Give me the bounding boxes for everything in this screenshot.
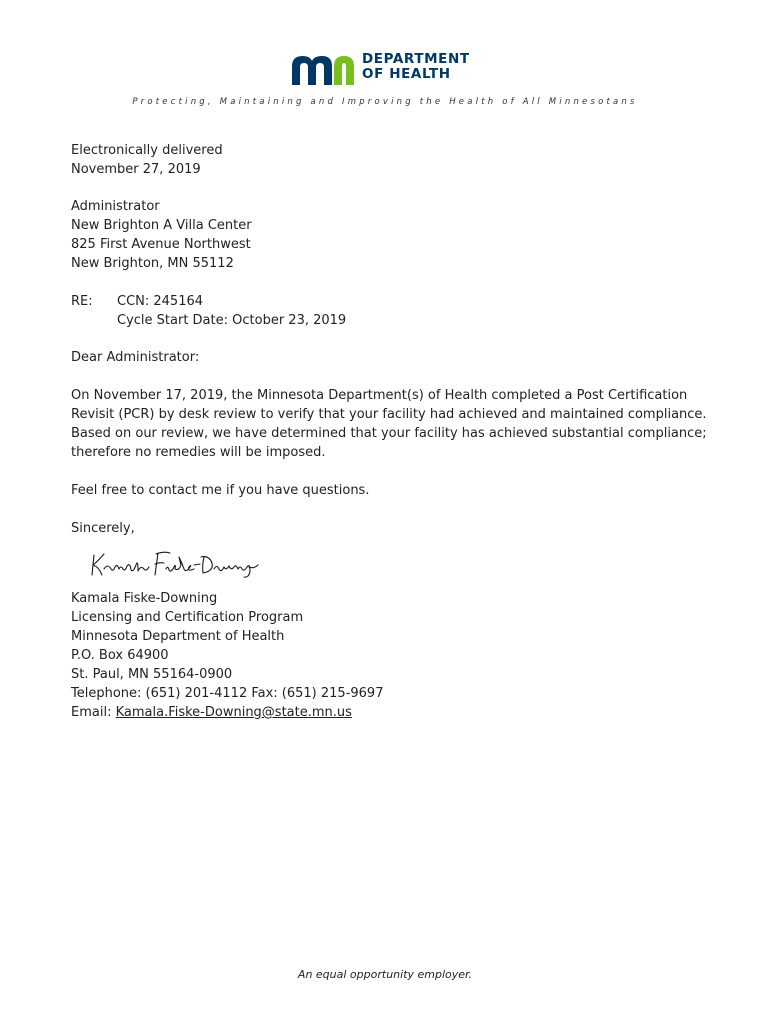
re-label: RE:: [71, 294, 93, 309]
delivery-method: Electronically delivered: [71, 143, 223, 158]
sender-po-box: P.O. Box 64900: [71, 648, 169, 663]
sender-phones: Telephone: (651) 201-4112 Fax: (651) 215-9697: [71, 686, 384, 701]
ccn: CCN: 245164: [117, 294, 204, 309]
salutation: Dear Administrator:: [71, 350, 200, 365]
tagline: Protecting, Maintaining and Improving the Health of All Minnesotans: [132, 97, 638, 107]
logo-wordmark: [362, 52, 470, 82]
sender-email-line: [71, 703, 383, 722]
logo-line-2: OF HEALTH: [362, 66, 451, 82]
date-block: [71, 141, 223, 179]
mdh-logo: [290, 52, 490, 86]
mn-logo-icon: [290, 52, 356, 86]
recipient-address: [71, 197, 252, 273]
recipient-title: Administrator: [71, 199, 160, 214]
logo-line-1: DEPARTMENT: [362, 51, 470, 67]
email-link[interactable]: Kamala.Fiske-Downing@state.mn.us: [115, 705, 352, 720]
re-details: [117, 292, 346, 330]
sender-block: [71, 589, 383, 722]
handwritten-signature: [86, 545, 261, 581]
footer-text: An equal opportunity employer.: [297, 968, 473, 981]
cycle-start-date: Cycle Start Date: October 23, 2019: [117, 313, 347, 328]
sender-org: Minnesota Department of Health: [71, 629, 285, 644]
sender-program: Licensing and Certification Program: [71, 610, 304, 625]
body-paragraph: On November 17, 2019, the Minnesota Department(s) of Health completed a Post Certification Revisit (PCR) by desk review to verify that your facility had achieved and maintained compliance. Based on our review, we have determined that your facility has achieved substantial compliance; therefore no remedies will be imposed.: [71, 388, 707, 460]
recipient-city: New Brighton, MN 55112: [71, 256, 234, 271]
email-label: Email:: [71, 705, 116, 720]
recipient-facility: New Brighton A Villa Center: [71, 218, 252, 233]
recipient-street: 825 First Avenue Northwest: [71, 237, 251, 252]
sender-city: St. Paul, MN 55164-0900: [71, 667, 233, 682]
closing: Sincerely,: [71, 521, 135, 536]
letter-date: November 27, 2019: [71, 162, 201, 177]
contact-line: Feel free to contact me if you have questions.: [71, 483, 370, 498]
sender-name: Kamala Fiske-Downing: [71, 591, 218, 606]
